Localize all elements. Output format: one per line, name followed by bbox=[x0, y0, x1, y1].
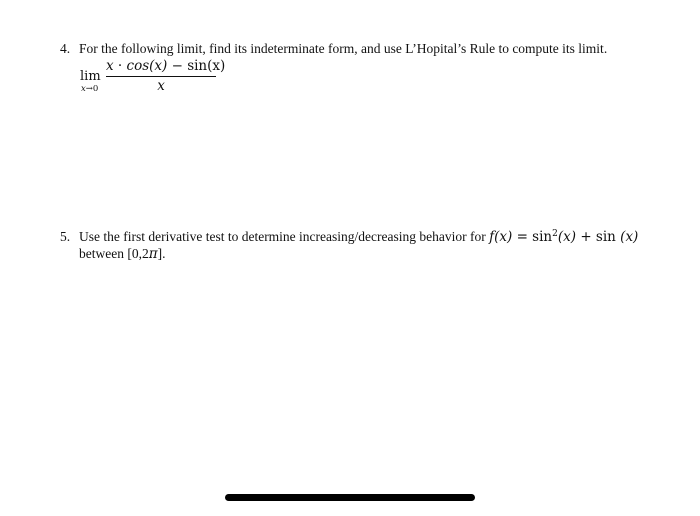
question-5 bbox=[60, 228, 680, 268]
limit-variable: x bbox=[81, 84, 86, 94]
home-indicator-bar[interactable] bbox=[225, 494, 475, 501]
function-sin-2: sin bbox=[595, 229, 616, 245]
interval-open: [0,2 bbox=[127, 246, 149, 261]
question-4-number: 4. bbox=[60, 41, 71, 56]
numerator-minus: − bbox=[171, 58, 183, 74]
fraction-denominator: x bbox=[157, 78, 165, 94]
numerator-sin: sin(x) bbox=[187, 58, 226, 74]
function-plus: + bbox=[580, 229, 592, 245]
limit-subscript bbox=[81, 84, 98, 94]
question-5-number: 5. bbox=[60, 229, 71, 244]
question-5-line-2 bbox=[79, 245, 165, 263]
function-name: f bbox=[489, 229, 495, 245]
question-5-line-1 bbox=[79, 228, 638, 246]
interval-close: ] bbox=[157, 246, 163, 261]
limit-fraction bbox=[106, 58, 226, 98]
function-exponent: 2 bbox=[552, 229, 558, 239]
fraction-bar bbox=[106, 76, 216, 77]
function-argument-3: (x) bbox=[620, 229, 639, 245]
question-4-text: For the following limit, find its indeterminate form, and use L’Hopital’s Rule to compute its limit. bbox=[79, 41, 608, 56]
limit-target: 0 bbox=[92, 84, 99, 94]
numerator-x: x bbox=[106, 58, 114, 74]
question-5-text: Use the first derivative test to determine increasing/decreasing behavior for bbox=[79, 229, 486, 244]
fraction-numerator bbox=[106, 58, 226, 74]
function-equals: = bbox=[516, 229, 528, 245]
limit-arrow: → bbox=[85, 84, 93, 94]
function-argument-2: (x) bbox=[557, 229, 577, 245]
numerator-dot: · bbox=[117, 58, 123, 74]
function-argument: (x) bbox=[494, 229, 513, 245]
question-5-period: . bbox=[162, 246, 166, 261]
limit-operator: lim bbox=[80, 69, 101, 84]
function-sin-1: sin bbox=[532, 229, 553, 245]
question-5-between: between bbox=[79, 246, 124, 261]
function-expression bbox=[489, 229, 638, 245]
interval-pi: π bbox=[148, 246, 158, 262]
numerator-cos: cos(x) bbox=[126, 58, 168, 74]
limit-expression bbox=[80, 58, 230, 98]
